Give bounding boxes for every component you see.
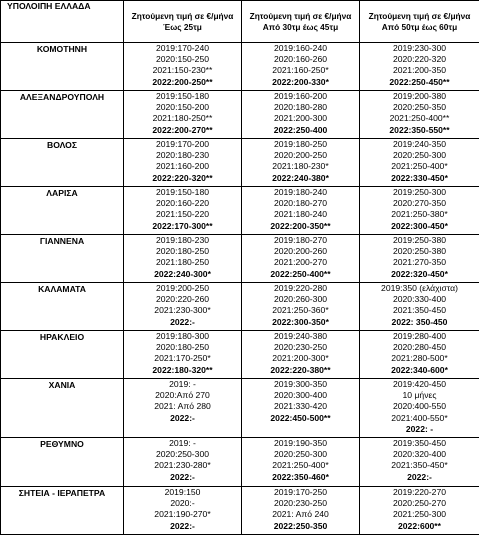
price-line: 2019:190-350 bbox=[273, 438, 328, 448]
price-line: 2021:160-250* bbox=[272, 65, 329, 76]
city-name: ΧΑΝΙΑ bbox=[1, 379, 124, 438]
header-row bbox=[1, 1, 479, 43]
price-line: 2021:350-450* bbox=[391, 460, 448, 471]
price-line: 2021:250-400* bbox=[272, 460, 329, 471]
city-name: ΚΑΛΑΜΑΤΑ bbox=[1, 283, 124, 331]
price-line: 2021:200-350 bbox=[392, 65, 447, 76]
price-line: 2022:300-450* bbox=[391, 220, 448, 231]
price-line: 2020:200-250 bbox=[273, 150, 328, 161]
price-cell bbox=[242, 187, 360, 235]
city-name: ΚΟΜΟΤΗΝΗ bbox=[1, 43, 124, 91]
price-line: 2020:320-400 bbox=[392, 449, 447, 460]
price-line: 2020:180-280 bbox=[273, 102, 328, 113]
table-row bbox=[1, 487, 479, 535]
price-line: 2021: Από 280 bbox=[154, 401, 211, 412]
price-cell bbox=[242, 379, 360, 438]
table-row bbox=[1, 187, 479, 235]
price-line: 2020:250-300 bbox=[392, 150, 447, 161]
price-line: 2020:180-250 bbox=[155, 246, 210, 257]
price-cell bbox=[124, 438, 242, 487]
price-cell bbox=[124, 139, 242, 187]
price-line: 2021:170-250* bbox=[154, 353, 211, 364]
price-line: 2020:Από 270 bbox=[155, 390, 210, 401]
price-cell bbox=[360, 283, 479, 331]
price-line: 2022:- bbox=[170, 316, 195, 327]
price-cell bbox=[124, 379, 242, 438]
price-cell bbox=[360, 187, 479, 235]
price-line: 2019:220-270 bbox=[392, 487, 447, 497]
price-line: 2022:600** bbox=[397, 520, 441, 531]
price-line: 2022:450-500** bbox=[270, 412, 331, 423]
price-line: 2020:250-300 bbox=[155, 449, 210, 460]
price-cell bbox=[360, 235, 479, 283]
price-line: 10 μήνες bbox=[402, 390, 437, 401]
price-line: 2022:- bbox=[407, 471, 432, 482]
price-line: 2019: - bbox=[169, 379, 196, 389]
city-name: ΓΙΑΝΝΕΝΑ bbox=[1, 235, 124, 283]
price-line: 2020:220-260 bbox=[155, 294, 210, 305]
price-cell bbox=[124, 331, 242, 379]
price-line: 2022:240-300* bbox=[154, 268, 211, 279]
price-line: 2021:160-200 bbox=[155, 161, 210, 172]
price-line: 2020:- bbox=[170, 498, 195, 509]
price-line: 2020:400-550 bbox=[392, 401, 447, 412]
price-line: 2022:330-450* bbox=[391, 172, 448, 183]
price-line: 2019:180-240 bbox=[273, 187, 328, 197]
city-name: ΑΛΕΞΑΝΔΡΟΥΠΟΛΗ bbox=[1, 91, 124, 139]
price-line: 2019:250-300 bbox=[392, 187, 447, 197]
price-line: 2021:200-300* bbox=[272, 353, 329, 364]
price-line: 2019:220-280 bbox=[273, 283, 328, 293]
price-line: 2021:250-400* bbox=[391, 161, 448, 172]
price-line: 2021:350-450 bbox=[392, 305, 447, 316]
price-line: 2020:180-230 bbox=[155, 150, 210, 161]
city-name: ΣΗΤΕΙΑ - ΙΕΡΑΠΕΤΡΑ bbox=[1, 487, 124, 535]
price-line: 2019:240-350 bbox=[392, 139, 447, 149]
price-line: 2022:240-380* bbox=[272, 172, 329, 183]
price-line: 2020:330-400 bbox=[392, 294, 447, 305]
price-line: 2021:180-250** bbox=[152, 113, 213, 124]
price-line: 2019:150 bbox=[164, 487, 201, 497]
price-cell bbox=[124, 91, 242, 139]
price-cell bbox=[360, 139, 479, 187]
price-line: 2021: Από 240 bbox=[272, 509, 329, 520]
price-line: 2019:180-270 bbox=[273, 235, 328, 245]
price-cell bbox=[124, 487, 242, 535]
price-line: 2022:- bbox=[170, 412, 195, 423]
col-header-up-to-25sqm: Ζητούμενη τιμή σε €/μήνα Έως 25τμ bbox=[124, 1, 242, 43]
price-line: 2019:150-180 bbox=[155, 91, 210, 101]
price-line: 2021:250-360* bbox=[272, 305, 329, 316]
price-line: 2020:220-320 bbox=[392, 54, 447, 65]
table-row bbox=[1, 379, 479, 438]
price-line: 2020:250-300 bbox=[273, 449, 328, 460]
price-line: 2020:250-350 bbox=[392, 102, 447, 113]
table-body bbox=[1, 43, 479, 535]
price-line: 2020:260-300 bbox=[273, 294, 328, 305]
price-line: 2020:180-270 bbox=[273, 198, 328, 209]
price-line: 2022:170-300** bbox=[152, 220, 213, 231]
price-line: 2020:250-270 bbox=[392, 498, 447, 509]
table-row bbox=[1, 331, 479, 379]
price-line: 2021:280-500* bbox=[391, 353, 448, 364]
price-cell bbox=[360, 91, 479, 139]
table-row bbox=[1, 91, 479, 139]
price-line: 2020:150-250 bbox=[155, 54, 210, 65]
price-line: 2022:350-460* bbox=[272, 471, 329, 482]
price-line: 2022:200-250** bbox=[152, 76, 213, 87]
price-line: 2022:220-380** bbox=[270, 364, 331, 375]
price-line: 2019:300-350 bbox=[273, 379, 328, 389]
price-line: 2022:200-330* bbox=[272, 76, 329, 87]
price-line: 2019:160-200 bbox=[273, 91, 328, 101]
price-line: 2022:200-270** bbox=[152, 124, 213, 135]
price-line: 2019:180-250 bbox=[273, 139, 328, 149]
city-name: ΛΑΡΙΣΑ bbox=[1, 187, 124, 235]
price-cell bbox=[242, 91, 360, 139]
price-line: 2019:160-240 bbox=[273, 43, 328, 53]
price-line: 2021:250-380* bbox=[391, 209, 448, 220]
price-line: 2020:160-220 bbox=[155, 198, 210, 209]
price-line: 2022: - bbox=[405, 423, 434, 434]
price-cell bbox=[242, 139, 360, 187]
price-line: 2021:190-270* bbox=[154, 509, 211, 520]
price-line: 2019:170-240 bbox=[155, 43, 210, 53]
table-row bbox=[1, 139, 479, 187]
price-line: 2020:180-250 bbox=[155, 342, 210, 353]
price-line: 2019:180-230 bbox=[155, 235, 210, 245]
price-line: 2019:240-380 bbox=[273, 331, 328, 341]
price-line: 2019:150-180 bbox=[155, 187, 210, 197]
price-line: 2020:300-400 bbox=[273, 390, 328, 401]
price-line: 2022: 350-450 bbox=[391, 316, 448, 327]
price-line: 2021:180-230* bbox=[272, 161, 329, 172]
price-line: 2021:400-550* bbox=[391, 412, 448, 423]
price-cell bbox=[242, 487, 360, 535]
price-line: 2021:230-280* bbox=[154, 460, 211, 471]
price-line: 2019:350-450 bbox=[392, 438, 447, 448]
price-line: 2019:170-250 bbox=[273, 487, 328, 497]
price-line: 2019: - bbox=[169, 438, 196, 448]
price-line: 2022:350-550** bbox=[389, 124, 450, 135]
table-row bbox=[1, 43, 479, 91]
price-line: 2019:250-380 bbox=[392, 235, 447, 245]
price-line: 2021:180-250 bbox=[155, 257, 210, 268]
price-line: 2020:150-200 bbox=[155, 102, 210, 113]
price-cell bbox=[124, 43, 242, 91]
price-line: 2021:250-400** bbox=[389, 113, 450, 124]
price-line: 2019:200-380 bbox=[392, 91, 447, 101]
price-line: 2022:200-350** bbox=[270, 220, 331, 231]
price-cell bbox=[242, 235, 360, 283]
col-header-50-60sqm: Ζητούμενη τιμή σε €/μήνα Από 50τμ έως 60τμ bbox=[360, 1, 479, 43]
col-header-30-45sqm: Ζητούμενη τιμή σε €/μήνα Από 30τμ έως 45τμ bbox=[242, 1, 360, 43]
price-line: 2022:320-450* bbox=[391, 268, 448, 279]
price-line: 2022:220-320** bbox=[152, 172, 213, 183]
price-line: 2021:250-300 bbox=[392, 509, 447, 520]
price-cell bbox=[360, 379, 479, 438]
price-line: 2019:200-250 bbox=[155, 283, 210, 293]
price-cell bbox=[242, 331, 360, 379]
table-row bbox=[1, 283, 479, 331]
price-line: 2022:- bbox=[170, 471, 195, 482]
price-cell bbox=[242, 283, 360, 331]
price-line: 2020:270-350 bbox=[392, 198, 447, 209]
price-cell bbox=[360, 438, 479, 487]
city-name: ΒΟΛΟΣ bbox=[1, 139, 124, 187]
price-line: 2020:280-450 bbox=[392, 342, 447, 353]
price-line: 2021:180-240 bbox=[273, 209, 328, 220]
price-cell bbox=[360, 43, 479, 91]
price-line: 2019:170-200 bbox=[155, 139, 210, 149]
price-line: 2019:180-300 bbox=[155, 331, 210, 341]
price-line: 2019:350 (ελάχιστα) bbox=[381, 283, 458, 293]
price-line: 2022:250-400** bbox=[270, 268, 331, 279]
price-line: 2021:330-420 bbox=[273, 401, 328, 412]
price-line: 2019:420-450 bbox=[392, 379, 447, 389]
city-name: ΗΡΑΚΛΕΙΟ bbox=[1, 331, 124, 379]
price-line: 2021:200-300 bbox=[273, 113, 328, 124]
price-line: 2022:180-320** bbox=[152, 364, 213, 375]
price-line: 2021:230-300* bbox=[154, 305, 211, 316]
price-cell bbox=[360, 331, 479, 379]
table-row bbox=[1, 235, 479, 283]
price-line: 2022:- bbox=[170, 520, 195, 531]
price-line: 2021:150-230** bbox=[152, 65, 213, 76]
price-line: 2022:250-450** bbox=[389, 76, 450, 87]
price-line: 2019:280-400 bbox=[392, 331, 447, 341]
region-header: ΥΠΟΛΟΙΠΗ ΕΛΛΑΔΑ bbox=[1, 1, 124, 43]
price-line: 2020:200-260 bbox=[273, 246, 328, 257]
price-line: 2021:270-350 bbox=[392, 257, 447, 268]
price-line: 2019:230-300 bbox=[392, 43, 447, 53]
price-line: 2021:200-270 bbox=[273, 257, 328, 268]
price-line: 2020:250-380 bbox=[392, 246, 447, 257]
price-cell bbox=[124, 283, 242, 331]
price-line: 2022:250-400 bbox=[273, 124, 328, 135]
price-line: 2020:230-250 bbox=[273, 498, 328, 509]
price-cell bbox=[124, 235, 242, 283]
price-cell bbox=[360, 487, 479, 535]
price-cell bbox=[124, 187, 242, 235]
city-name: ΡΕΘΥΜΝΟ bbox=[1, 438, 124, 487]
price-cell bbox=[242, 438, 360, 487]
price-line: 2021:150-220 bbox=[155, 209, 210, 220]
price-line: 2022:250-350 bbox=[273, 520, 328, 531]
price-line: 2022:340-600* bbox=[391, 364, 448, 375]
price-line: 2020:230-250 bbox=[273, 342, 328, 353]
price-line: 2020:160-260 bbox=[273, 54, 328, 65]
price-line: 2022:300-350* bbox=[272, 316, 329, 327]
table-row bbox=[1, 438, 479, 487]
price-cell bbox=[242, 43, 360, 91]
